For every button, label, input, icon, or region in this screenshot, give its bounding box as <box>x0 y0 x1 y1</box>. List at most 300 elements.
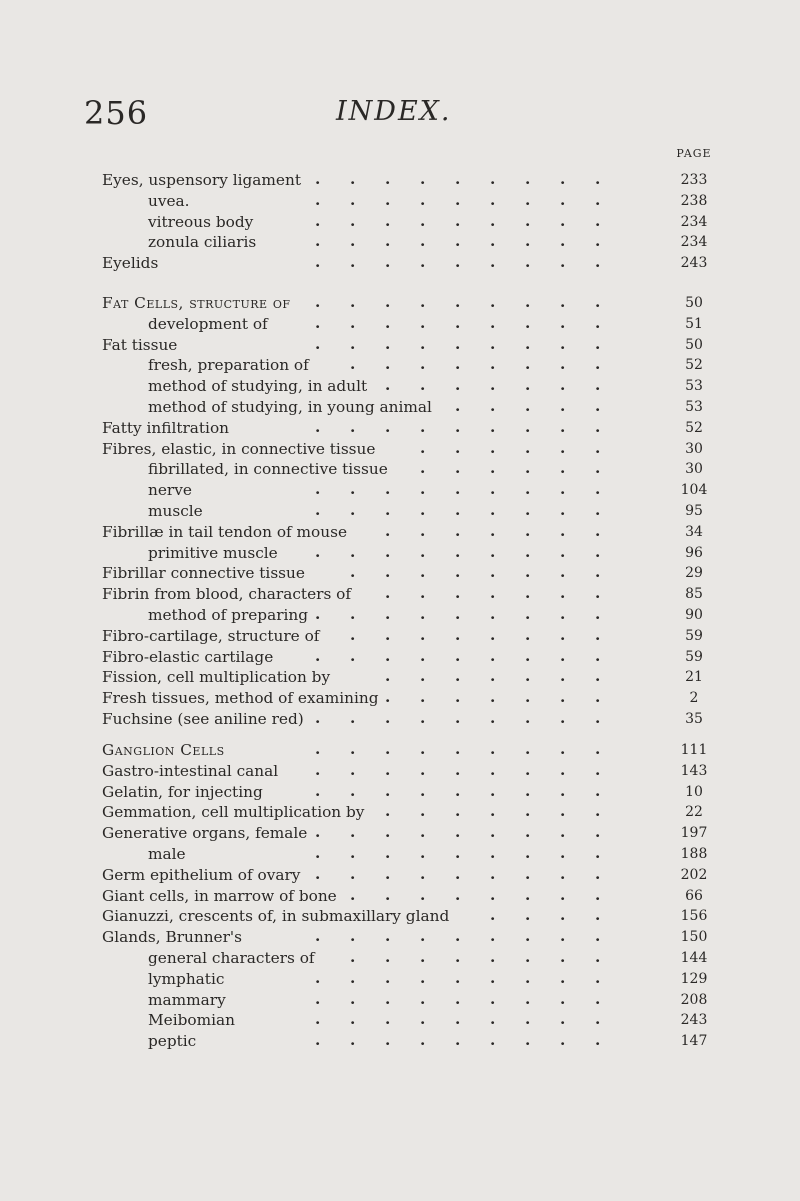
leader-dot: . <box>350 864 356 883</box>
leader-dot: . <box>595 480 601 499</box>
leader-dot: . <box>595 396 601 415</box>
leader-dot: . <box>420 232 426 251</box>
leader-dot: . <box>560 211 566 230</box>
leader-dot: . <box>525 885 531 904</box>
index-entry <box>102 212 720 233</box>
entry-page-number: 208 <box>680 991 708 1008</box>
leader-dot: . <box>455 232 461 251</box>
entry-page-number: 66 <box>685 887 703 904</box>
index-entry <box>102 948 720 969</box>
index-section-f <box>102 293 720 730</box>
leader-dot: . <box>490 740 496 758</box>
leader-dot: . <box>385 823 391 842</box>
entry-page-number: 243 <box>680 255 708 272</box>
entry-label: Eyelids <box>102 254 159 273</box>
leader-dot: . <box>560 927 566 946</box>
index-entry <box>102 844 720 865</box>
entry-label: method of studying, in adult <box>148 377 368 396</box>
leader-dot: . <box>385 864 391 883</box>
leader-dot: . <box>350 253 356 272</box>
leader-dot: . <box>350 480 356 499</box>
leader-dot: . <box>420 500 426 519</box>
leader-dot: . <box>315 740 321 758</box>
leader-dot: . <box>420 885 426 904</box>
index-entry <box>102 1031 720 1052</box>
leader-dot: . <box>595 646 601 665</box>
leader-dot: . <box>490 781 496 800</box>
leader-dot: . <box>525 211 531 230</box>
leader-dot: . <box>315 604 321 623</box>
leader-dot: . <box>455 376 461 395</box>
entry-label: Fuchsine (see aniline red) <box>102 709 304 728</box>
leader-dot: . <box>490 1010 496 1029</box>
leader-dot: . <box>595 802 601 821</box>
leader-dot: . <box>525 500 531 519</box>
leader-dot: . <box>385 190 391 209</box>
leader-dot: . <box>560 708 566 727</box>
leader-dot: . <box>420 968 426 987</box>
leader-dot: . <box>595 521 601 540</box>
leader-dot: . <box>385 1010 391 1029</box>
leader-dot: . <box>560 313 566 332</box>
leader-dot: . <box>315 293 321 311</box>
leader-dot: . <box>385 927 391 946</box>
leader-dot: . <box>455 584 461 603</box>
leader-dot: . <box>385 989 391 1008</box>
leader-dot: . <box>385 885 391 904</box>
leader-dot: . <box>560 542 566 561</box>
leader-dot: . <box>525 170 531 188</box>
leader-dot: . <box>595 334 601 353</box>
index-entry <box>102 232 720 253</box>
leader-dot: . <box>490 459 496 478</box>
leader-dot: . <box>385 740 391 758</box>
leader-dot: . <box>350 823 356 842</box>
leader-dot: . <box>595 906 601 925</box>
entry-label: uvea. <box>148 191 190 210</box>
leader-dot: . <box>455 396 461 415</box>
leader-dot: . <box>420 542 426 561</box>
leader-dot: . <box>595 604 601 623</box>
leader-dot: . <box>385 500 391 519</box>
leader-dot: . <box>560 667 566 686</box>
entry-page-number: 50 <box>685 295 703 311</box>
leader-dot: . <box>595 708 601 727</box>
leader-dot: . <box>560 480 566 499</box>
entry-label: Fibrillar connective tissue <box>102 564 305 583</box>
leader-dot: . <box>525 480 531 499</box>
entry-label: Meibomian <box>148 1011 235 1030</box>
leader-dot: . <box>420 459 426 478</box>
leader-dot: . <box>455 334 461 353</box>
leader-dot: . <box>490 688 496 707</box>
leader-dot: . <box>385 1031 391 1050</box>
leader-dot: . <box>420 563 426 582</box>
leader-dot: . <box>525 190 531 209</box>
entry-label: Gianuzzi, crescents of, in submaxillary gland <box>102 907 450 926</box>
leader-dot: . <box>315 1010 321 1029</box>
leader-dot: . <box>385 667 391 686</box>
leader-dot: . <box>525 667 531 686</box>
index-entry <box>102 501 720 522</box>
entry-label: male <box>148 844 186 863</box>
leader-dot: . <box>455 823 461 842</box>
leader-dot: . <box>455 927 461 946</box>
leader-dot: . <box>315 760 321 779</box>
leader-dot: . <box>385 947 391 966</box>
entry-page-number: 85 <box>685 586 703 603</box>
leader-dot: . <box>420 802 426 821</box>
entry-page-number: 10 <box>685 783 703 800</box>
leader-dot: . <box>560 760 566 779</box>
leader-dot: . <box>420 927 426 946</box>
leader-dot: . <box>455 688 461 707</box>
entry-label: vitreous body <box>148 212 254 231</box>
entry-label: mammary <box>148 990 226 1009</box>
leader-dot: . <box>490 760 496 779</box>
leader-dot: . <box>595 459 601 478</box>
leader-dot: . <box>595 293 601 311</box>
leader-dot: . <box>490 376 496 395</box>
leader-dot: . <box>525 781 531 800</box>
leader-dot: . <box>350 781 356 800</box>
leader-dot: . <box>525 947 531 966</box>
leader-dot: . <box>420 521 426 540</box>
leader-dot: . <box>315 190 321 209</box>
leader-dot: . <box>455 563 461 582</box>
leader-dot: . <box>560 625 566 644</box>
index-entry <box>102 667 720 688</box>
leader-dot: . <box>595 190 601 209</box>
entry-label: Glands, Brunner's <box>102 928 242 947</box>
leader-dot: . <box>595 740 601 758</box>
leader-dot: . <box>420 864 426 883</box>
leader-dot: . <box>525 376 531 395</box>
leader-dot: . <box>490 604 496 623</box>
leader-dot: . <box>490 802 496 821</box>
leader-dot: . <box>525 417 531 436</box>
leader-dot: . <box>560 253 566 272</box>
leader-dot: . <box>385 584 391 603</box>
leader-dot: . <box>350 232 356 251</box>
leader-dot: . <box>525 459 531 478</box>
leader-dot: . <box>420 253 426 272</box>
index-entry <box>102 740 720 761</box>
leader-dot: . <box>350 563 356 582</box>
leader-dot: . <box>385 843 391 862</box>
leader-dot: . <box>560 823 566 842</box>
leader-dot: . <box>560 906 566 925</box>
leader-dot: . <box>420 438 426 457</box>
entry-page-number: 111 <box>680 742 708 758</box>
leader-dot: . <box>385 760 391 779</box>
entry-page-number: 34 <box>685 523 703 540</box>
leader-dot: . <box>595 968 601 987</box>
leader-dot: . <box>420 843 426 862</box>
entry-page-number: 52 <box>685 357 703 374</box>
leader-dot: . <box>420 293 426 311</box>
leader-dot: . <box>455 542 461 561</box>
leader-dot: . <box>455 864 461 883</box>
leader-dot: . <box>315 781 321 800</box>
entry-label: Fibro-cartilage, structure of <box>102 626 320 645</box>
leader-dot: . <box>420 708 426 727</box>
leader-dot: . <box>595 885 601 904</box>
entry-page-number: 96 <box>685 544 703 561</box>
leader-dot: . <box>350 947 356 966</box>
leader-dot: . <box>490 521 496 540</box>
leader-dot: . <box>595 542 601 561</box>
entry-label: Fat Cells, structure of <box>102 294 291 312</box>
leader-dot: . <box>560 802 566 821</box>
leader-dot: . <box>350 708 356 727</box>
index-entry <box>102 990 720 1011</box>
entry-page-number: 143 <box>680 762 708 779</box>
leader-dot: . <box>595 927 601 946</box>
leader-dot: . <box>350 1031 356 1050</box>
entry-page-number: 95 <box>685 502 703 519</box>
entry-label: method of preparing <box>148 605 309 624</box>
entry-page-number: 188 <box>680 845 708 862</box>
index-entry <box>102 688 720 709</box>
leader-dot: . <box>525 584 531 603</box>
leader-dot: . <box>490 480 496 499</box>
leader-dot: . <box>455 708 461 727</box>
index-entry <box>102 1010 720 1031</box>
leader-dot: . <box>490 906 496 925</box>
leader-dot: . <box>350 211 356 230</box>
leader-dot: . <box>525 313 531 332</box>
entry-label: muscle <box>148 501 203 520</box>
leader-dot: . <box>420 688 426 707</box>
leader-dot: . <box>490 563 496 582</box>
leader-dot: . <box>455 885 461 904</box>
index-section-e <box>102 170 720 274</box>
leader-dot: . <box>455 211 461 230</box>
leader-dot: . <box>455 500 461 519</box>
leader-dot: . <box>525 293 531 311</box>
index-entry <box>102 823 720 844</box>
leader-dot: . <box>455 521 461 540</box>
leader-dot: . <box>385 253 391 272</box>
leader-dot: . <box>595 989 601 1008</box>
leader-dot: . <box>525 232 531 251</box>
entry-page-number: 50 <box>685 336 703 353</box>
leader-dot: . <box>385 781 391 800</box>
leader-dot: . <box>525 542 531 561</box>
leader-dot: . <box>560 438 566 457</box>
leader-dot: . <box>490 500 496 519</box>
leader-dot: . <box>525 740 531 758</box>
page-header <box>84 94 724 134</box>
leader-dot: . <box>455 760 461 779</box>
index-entry <box>102 709 720 730</box>
leader-dot: . <box>490 584 496 603</box>
index-entry <box>102 584 720 605</box>
leader-dot: . <box>385 708 391 727</box>
leader-dot: . <box>560 781 566 800</box>
leader-dot: . <box>560 334 566 353</box>
leader-dot: . <box>595 170 601 188</box>
leader-dot: . <box>420 989 426 1008</box>
leader-dot: . <box>595 500 601 519</box>
entry-label: fresh, preparation of <box>148 356 309 375</box>
leader-dot: . <box>525 646 531 665</box>
entry-label: Fatty infiltration <box>102 418 230 437</box>
leader-dot: . <box>525 843 531 862</box>
index-entry <box>102 761 720 782</box>
index-entry <box>102 314 720 335</box>
entry-page-number: 53 <box>685 378 703 395</box>
index-entry <box>102 459 720 480</box>
leader-dot: . <box>560 521 566 540</box>
index-entry <box>102 355 720 376</box>
running-head: INDEX. <box>336 96 452 127</box>
leader-dot: . <box>350 968 356 987</box>
page-number: 256 <box>84 94 149 132</box>
leader-dot: . <box>315 480 321 499</box>
index-entry <box>102 927 720 948</box>
leader-dot: . <box>420 211 426 230</box>
leader-dot: . <box>560 740 566 758</box>
entry-label: Fibres, elastic, in connective tissue <box>102 439 376 458</box>
leader-dot: . <box>490 396 496 415</box>
leader-dot: . <box>350 500 356 519</box>
leader-dot: . <box>595 563 601 582</box>
leader-dot: . <box>560 604 566 623</box>
leader-dot: . <box>595 355 601 374</box>
leader-dot: . <box>455 293 461 311</box>
leader-dot: . <box>350 843 356 862</box>
leader-dot: . <box>385 417 391 436</box>
leader-dot: . <box>455 989 461 1008</box>
leader-dot: . <box>525 760 531 779</box>
leader-dot: . <box>525 604 531 623</box>
leader-dot: . <box>490 927 496 946</box>
leader-dot: . <box>490 708 496 727</box>
entry-page-number: 59 <box>685 648 703 665</box>
leader-dot: . <box>455 667 461 686</box>
entry-page-number: 51 <box>685 315 703 332</box>
leader-dot: . <box>560 355 566 374</box>
leader-dot: . <box>560 563 566 582</box>
entry-page-number: 104 <box>680 482 708 499</box>
entry-page-number: 150 <box>680 929 708 946</box>
leader-dot: . <box>315 968 321 987</box>
leader-dot: . <box>350 313 356 332</box>
leader-dot: . <box>595 843 601 862</box>
leader-dot: . <box>385 542 391 561</box>
leader-dot: . <box>455 843 461 862</box>
leader-dot: . <box>315 313 321 332</box>
leader-dot: . <box>315 211 321 230</box>
leader-dot: . <box>490 438 496 457</box>
entry-page-number: 52 <box>685 419 703 436</box>
leader-dot: . <box>560 1010 566 1029</box>
leader-dot: . <box>385 563 391 582</box>
leader-dot: . <box>560 885 566 904</box>
leader-dot: . <box>525 396 531 415</box>
leader-dot: . <box>490 864 496 883</box>
leader-dot: . <box>560 417 566 436</box>
leader-dot: . <box>315 500 321 519</box>
leader-dot: . <box>315 646 321 665</box>
leader-dot: . <box>420 480 426 499</box>
entry-page-number: 233 <box>680 172 708 188</box>
leader-dot: . <box>350 1010 356 1029</box>
leader-dot: . <box>525 989 531 1008</box>
leader-dot: . <box>385 802 391 821</box>
entry-page-number: 21 <box>685 669 703 686</box>
leader-dot: . <box>420 646 426 665</box>
index-entry <box>102 563 720 584</box>
entry-label: zonula ciliaris <box>148 233 257 252</box>
leader-dot: . <box>595 864 601 883</box>
index-entry <box>102 480 720 501</box>
leader-dot: . <box>315 823 321 842</box>
leader-dot: . <box>420 355 426 374</box>
leader-dot: . <box>455 781 461 800</box>
leader-dot: . <box>560 968 566 987</box>
leader-dot: . <box>490 1031 496 1050</box>
leader-dot: . <box>490 190 496 209</box>
entry-label: fibrillated, in connective tissue <box>148 460 388 479</box>
leader-dot: . <box>490 968 496 987</box>
leader-dot: . <box>350 646 356 665</box>
leader-dot: . <box>525 1010 531 1029</box>
leader-dot: . <box>525 823 531 842</box>
leader-dot: . <box>315 843 321 862</box>
entry-label: Fresh tissues, method of examining <box>102 689 379 708</box>
leader-dot: . <box>560 584 566 603</box>
entry-page-number: 197 <box>680 825 708 842</box>
index-section-g <box>102 740 720 1052</box>
leader-dot: . <box>490 646 496 665</box>
leader-dot: . <box>560 500 566 519</box>
leader-dot: . <box>350 760 356 779</box>
entry-page-number: 202 <box>680 866 708 883</box>
leader-dot: . <box>560 864 566 883</box>
leader-dot: . <box>560 646 566 665</box>
leader-dot: . <box>420 823 426 842</box>
leader-dot: . <box>315 334 321 353</box>
index-entry <box>102 335 720 356</box>
leader-dot: . <box>420 604 426 623</box>
leader-dot: . <box>560 459 566 478</box>
index-entry <box>102 647 720 668</box>
leader-dot: . <box>385 232 391 251</box>
entry-label: Germ epithelium of ovary <box>102 865 301 884</box>
leader-dot: . <box>560 293 566 311</box>
leader-dot: . <box>420 417 426 436</box>
entry-label: Generative organs, female <box>102 824 308 843</box>
leader-dot: . <box>350 989 356 1008</box>
leader-dot: . <box>385 334 391 353</box>
entry-page-number: 243 <box>680 1012 708 1029</box>
leader-dot: . <box>315 542 321 561</box>
leader-dot: . <box>595 438 601 457</box>
index-entry <box>102 439 720 460</box>
leader-dot: . <box>490 293 496 311</box>
leader-dot: . <box>350 885 356 904</box>
leader-dot: . <box>420 313 426 332</box>
leader-dot: . <box>595 584 601 603</box>
leader-dot: . <box>595 625 601 644</box>
leader-dot: . <box>315 864 321 883</box>
entry-page-number: 238 <box>680 192 708 209</box>
entry-label: Gelatin, for injecting <box>102 782 263 801</box>
leader-dot: . <box>385 355 391 374</box>
